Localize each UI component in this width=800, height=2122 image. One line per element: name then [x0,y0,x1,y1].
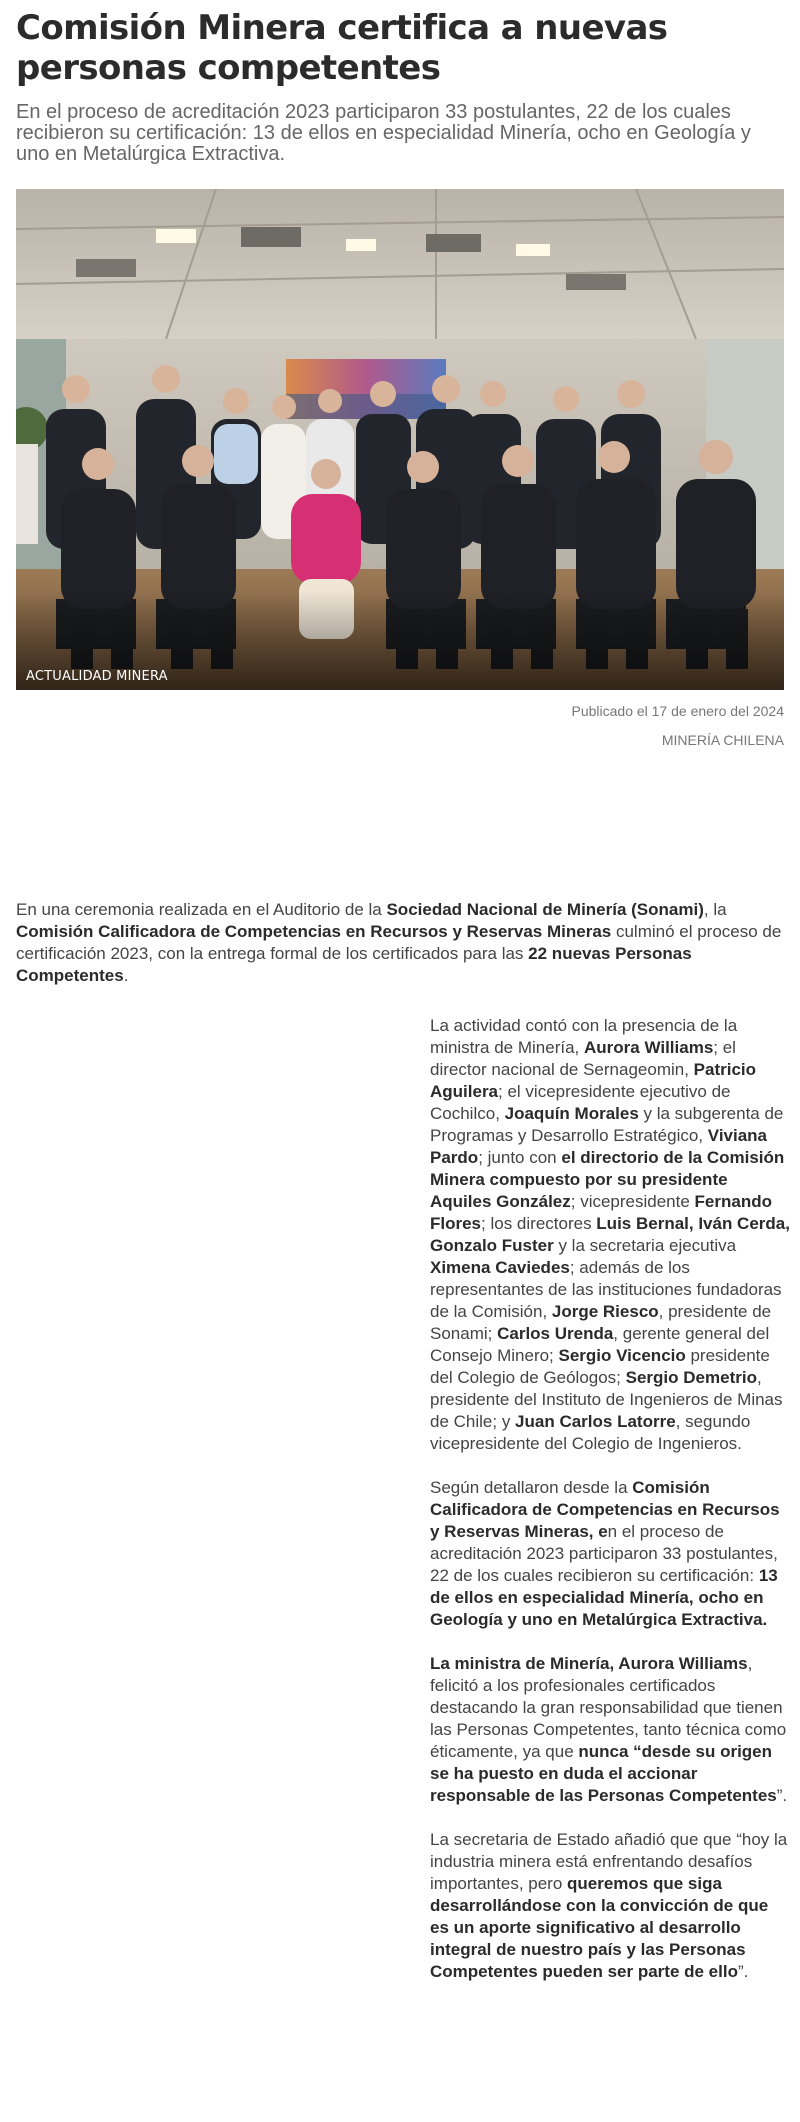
text-run: ”. [737,1962,749,1981]
article-subtitle: En el proceso de acreditación 2023 participaron 33 postulantes, 22 de los cuales recibieron su certificación: 13 de ellos en especialidad Minería, ocho en Geología y uno en Metalúrgica Extractiva. [16,101,751,165]
bold-text: Carlos Urenda [497,1324,614,1343]
bold-text: queremos que siga desarrollándose con la convicción de que es un aporte significativo al desarrollo integral de nuestro país y las Personas Competentes pueden ser parte de ello [430,1874,769,1981]
bold-text: Comisión Calificadora de Competencias en Recursos y Reservas Mineras, e [430,1478,780,1541]
bold-text: Jorge Riesco [551,1302,659,1321]
source-label[interactable]: MINERÍA CHILENA [661,732,784,748]
text-run: ; junto con [478,1148,562,1167]
bold-text: Comisión Calificadora de Competencias en Recursos y Reservas Mineras [16,922,612,941]
bold-text: 13 de ellos en especialidad Minería, ocho en Geología y uno en Metalúrgica Extractiva. [430,1566,778,1629]
text-run: culminó el proceso de certificación 2023, con la entrega formal de los certificados para las [16,922,782,963]
text-run: La secretaria de Estado añadió que que “hoy la industria minera está enfrentando desafíos importantes, pero [430,1830,788,1893]
bold-text: 22 nuevas Personas Competentes [16,944,692,985]
text-run: ; los directores [481,1214,597,1233]
bold-text: Sergio Demetrio [625,1368,757,1387]
body-paragraph [430,1015,790,1455]
article-photo [16,189,784,690]
text-run: presidente del Colegio de Geólogos; [430,1346,770,1387]
text-run: ; el vicepresidente ejecutivo de Cochilco, [430,1082,731,1123]
text-run: ; vicepresidente [570,1192,695,1211]
bold-text: Sergio Vicencio [558,1346,686,1365]
text-run: ; el director nacional de Sernageomin, [430,1038,736,1079]
text-run: , felicitó a los profesionales certificados destacando la gran responsabilidad que tienen las Personas Competentes, tanto técnica como éticamente, ya que [430,1654,787,1761]
article-title: Comisión Minera certifica a nuevas personas competentes [16,8,668,88]
bold-text: Fernando Flores [430,1192,772,1233]
bold-text: Ximena Caviedes [430,1258,570,1277]
bold-text: Luis Bernal, Iván Cerda, Gonzalo Fuster [430,1214,790,1255]
text-run: , gerente general del Consejo Minero; [430,1324,770,1365]
ad-spacer [16,749,784,899]
text-run: ”. [776,1786,788,1805]
photo-caption: ACTUALIDAD MINERA [26,669,168,684]
bold-text: Joaquín Morales [504,1104,639,1123]
bold-text: Aurora Williams [584,1038,714,1057]
bold-text: La ministra de Minería, Aurora Williams [430,1654,748,1673]
body-paragraph [430,1829,790,1983]
text-run: y la secretaria ejecutiva [553,1236,737,1255]
bold-text: nunca “desde su origen se ha puesto en duda el accionar responsable de las Personas Competentes [430,1742,777,1805]
text-run: La actividad contó con la presencia de la ministra de Minería, [430,1016,738,1057]
text-run: , segundo vicepresidente del Colegio de Ingenieros. [430,1412,751,1453]
text-run: ; además de los representantes de las instituciones fundadoras de la Comisión, [430,1258,782,1321]
bold-text: el directorio de la Comisión Minera compuesto por su presidente Aquiles González [430,1148,785,1211]
text-run: n el proceso de acreditación 2023 participaron 33 postulantes, 22 de los cuales recibieron su certificación: [430,1522,778,1585]
text-run: , presidente del Instituto de Ingenieros de Minas de Chile; y [430,1368,783,1431]
bold-text: Patricio Aguilera [430,1060,757,1101]
text-run: Según detallaron desde la [430,1478,633,1497]
body-paragraph [430,1477,790,1631]
text-run: . [123,966,129,985]
published-date: Publicado el 17 de enero del 2024 [571,703,784,719]
bold-text: Juan Carlos Latorre [515,1412,676,1431]
bold-text: Sociedad Nacional de Minería (Sonami) [386,900,704,919]
text-run: , presidente de Sonami; [430,1302,772,1343]
article-body-column [430,1015,790,1983]
text-run: y la subgerenta de Programas y Desarrollo Estratégico, [430,1104,784,1145]
text-run: En una ceremonia realizada en el Auditorio de la [16,900,387,919]
text-run: , la [703,900,727,919]
group-photo-image [16,189,784,690]
lead-paragraph [16,899,784,987]
body-paragraph [430,1653,790,1807]
bold-text: Viviana Pardo [430,1126,768,1167]
